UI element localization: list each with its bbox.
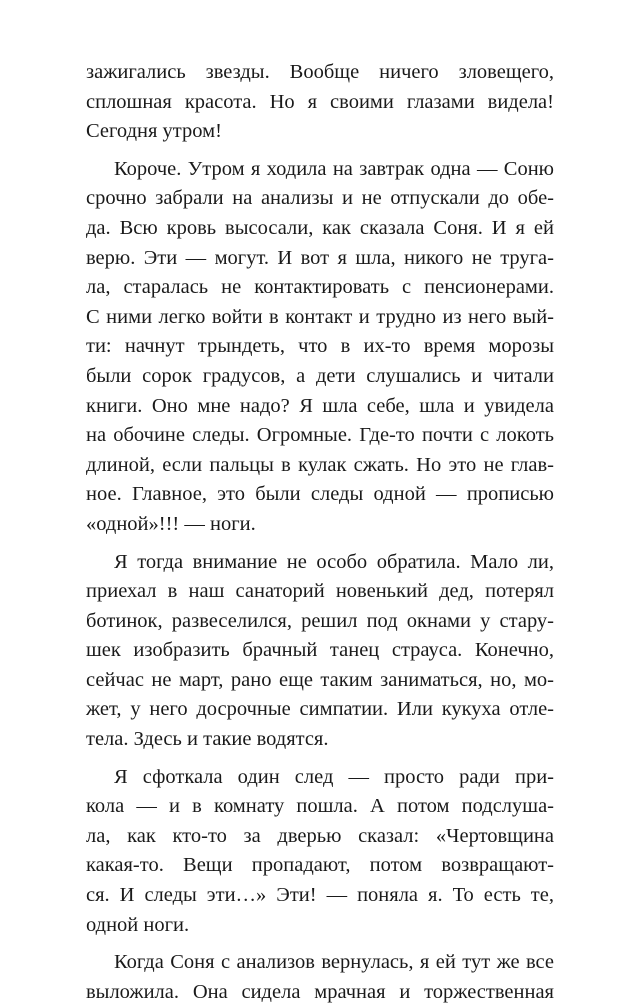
text-line: какая-то. Вещи пропадают, потом возвращают-: [86, 854, 554, 877]
text-line: Сегодня утром!: [86, 120, 222, 143]
text-line: зажигались звезды. Вообще ничего зловещего,: [86, 61, 554, 83]
text-line: «одной»!!! — ноги.: [86, 512, 256, 535]
text-line: кола — и в комнату пошла. А потом подслуша-: [86, 795, 554, 818]
text-line: сплошная красота. Но я своими глазами видела!: [86, 90, 554, 113]
text-line: книги. Оно мне надо? Я шла себе, шла и увидела: [86, 394, 554, 417]
text-line: срочно забрали на анализы и не отпускали до обе-: [86, 187, 554, 210]
text-line: Короче. Утром я ходила на завтрак одна — Соню: [114, 157, 554, 180]
text-line: ся. И следы эти…» Эти! — поняла я. То есть те,: [86, 884, 554, 907]
paragraph-5: [86, 948, 554, 1007]
paragraph-1: [86, 58, 554, 147]
text-line: шек изобразить брачный танец страуса. Конечно,: [86, 639, 554, 662]
text-line: С ними легко войти в контакт и трудно из него вый-: [86, 305, 554, 328]
text-line: одной ноги.: [86, 913, 190, 936]
text-line: ботинок, развеселился, решил под окнами у стару-: [86, 609, 554, 632]
text-line: длиной, если пальцы в кулак сжать. Но это не глав-: [86, 453, 554, 476]
paragraph-3: [86, 548, 554, 755]
text-line: ти: начнут трындеть, что в их-то время морозы: [86, 335, 554, 358]
text-line: ла, старалась не контактировать с пенсионерами.: [86, 276, 554, 299]
text-line: Когда Соня с анализов вернулась, я ей тут же все: [114, 951, 554, 974]
paragraph-2: [86, 155, 554, 540]
text-line: сейчас не март, рано еще таким заниматься, но, мо-: [86, 668, 554, 691]
text-line: верю. Эти — могут. И вот я шла, никого не труга-: [86, 246, 554, 269]
text-line: ла, как кто-то за дверью сказал: «Чертовщина: [86, 824, 554, 847]
text-line: были сорок градусов, а дети слушались и читали: [86, 364, 554, 387]
text-line: жет, у него досрочные симпатии. Или кукуха отле-: [86, 698, 554, 721]
paragraph-4: [86, 763, 554, 941]
text-line: Я сфоткала один след — просто ради при-: [114, 765, 554, 788]
text-line: выложила. Она сидела мрачная и торжественная: [86, 980, 554, 1003]
book-page: [86, 58, 554, 1007]
text-line: на обочине следы. Огромные. Где-то почти с локоть: [86, 424, 554, 447]
text-line: Я тогда внимание не особо обратила. Мало ли,: [114, 550, 554, 573]
text-line: да. Всю кровь высосали, как сказала Соня. И я ей: [86, 216, 554, 239]
text-line: ное. Главное, это были следы одной — прописью: [86, 483, 554, 506]
text-line: приехал в наш санаторий новенький дед, потерял: [86, 580, 554, 603]
text-line: тела. Здесь и такие водятся.: [86, 728, 329, 751]
